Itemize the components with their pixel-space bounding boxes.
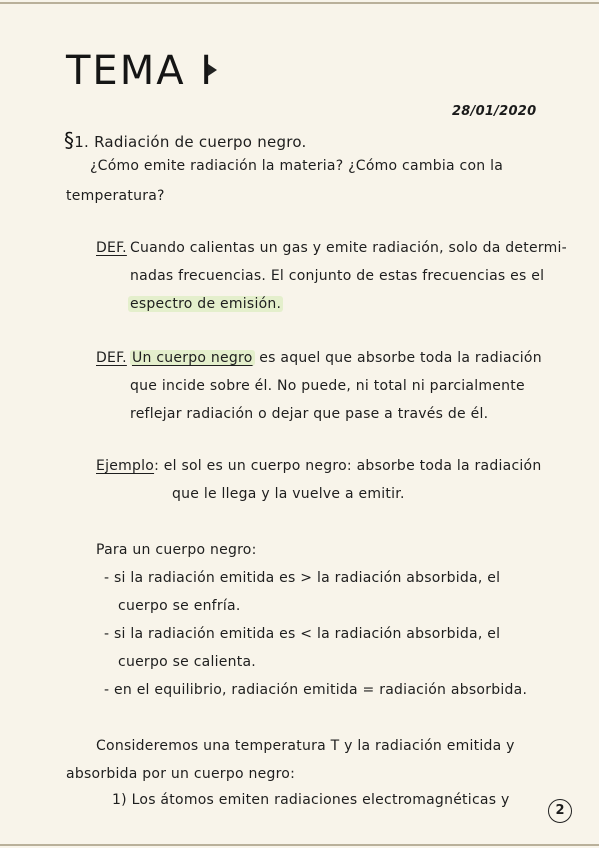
- bottom-divider: [0, 844, 599, 846]
- def2-label: DEF.: [96, 350, 127, 366]
- def2-line-1: [130, 350, 542, 366]
- blackbody-intro: Para un cuerpo negro:: [96, 542, 257, 558]
- highlight-espectro-emision: espectro de emisión.: [130, 296, 282, 312]
- top-divider: [0, 2, 599, 4]
- highlight-cuerpo-negro: Un cuerpo negro: [132, 350, 253, 366]
- closing-line-2: absorbida por un cuerpo negro:: [66, 766, 296, 782]
- bullet-1-line-2: cuerpo se enfría.: [118, 598, 241, 614]
- bullet-2-line-1: - si la radiación emitida es < la radiación absorbida, el: [104, 626, 501, 642]
- page-title: TEMA I: [66, 48, 215, 94]
- def1-line-3: [128, 296, 283, 312]
- section-heading-text: 1. Radiación de cuerpo negro.: [74, 133, 307, 151]
- page-number-badge: 2: [548, 799, 572, 823]
- example-line-1: [96, 458, 541, 474]
- closing-line-3: 1) Los átomos emiten radiaciones electromagnéticas y: [112, 792, 510, 808]
- play-arrow-icon: [208, 64, 217, 76]
- bullet-2-line-2: cuerpo se calienta.: [118, 654, 257, 670]
- question-line-2: temperatura?: [66, 188, 165, 204]
- example-label: Ejemplo: [96, 458, 155, 474]
- bullet-3-line-1: - en el equilibrio, radiación emitida = radiación absorbida.: [104, 682, 528, 698]
- question-line-1: ¿Cómo emite radiación la materia? ¿Cómo cambia con la: [90, 158, 504, 174]
- section-heading: [64, 128, 307, 152]
- closing-line-1: Consideremos una temperatura T y la radiación emitida y: [96, 738, 515, 754]
- example-line-1-rest: : el sol es un cuerpo negro: absorbe toda la radiación: [154, 458, 542, 474]
- bullet-1-line-1: - si la radiación emitida es > la radiación absorbida, el: [104, 570, 501, 586]
- def1-line-1: Cuando calientas un gas y emite radiación, solo da determi-: [130, 240, 567, 256]
- section-symbol: §: [64, 128, 75, 152]
- def2-line-2: que incide sobre él. No puede, ni total ni parcialmente: [130, 378, 525, 394]
- def1-line-2: nadas frecuencias. El conjunto de estas frecuencias es el: [130, 268, 545, 284]
- date-label: 28/01/2020: [452, 104, 537, 119]
- def1-label: DEF.: [96, 240, 127, 256]
- def2-line-3: reflejar radiación o dejar que pase a través de él.: [130, 406, 489, 422]
- def2-line-1-rest: es aquel que absorbe toda la radiación: [254, 350, 542, 366]
- example-line-2: que le llega y la vuelve a emitir.: [172, 486, 405, 502]
